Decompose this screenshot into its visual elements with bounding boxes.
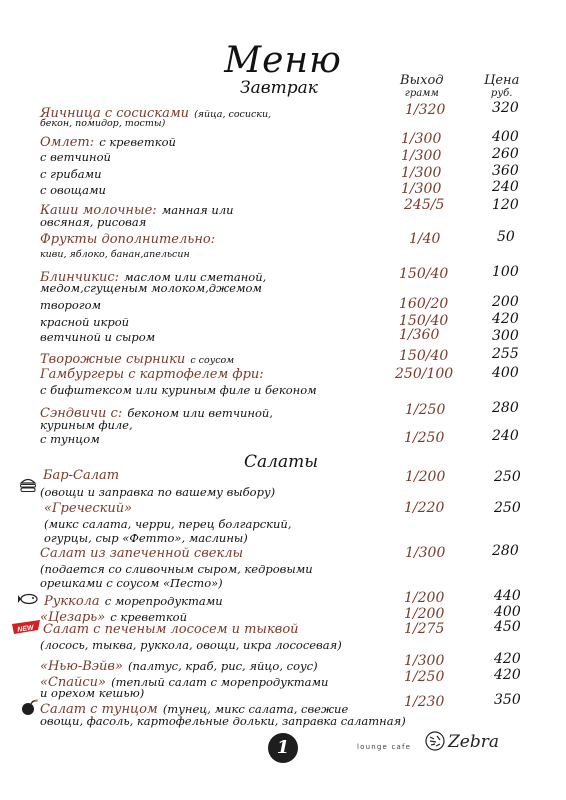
item-output: 1/40: [409, 231, 441, 247]
item-price: 280: [492, 400, 519, 416]
item-price: 250: [494, 500, 521, 516]
item-price: 200: [492, 294, 519, 310]
price-unit: руб.: [490, 88, 513, 99]
item-variant: с креветкой: [110, 610, 188, 624]
item-price: 300: [492, 328, 519, 344]
item-output: 1/275: [404, 621, 445, 637]
item-name: Яичница с сосисками: [40, 106, 189, 121]
brand-logo-text: Zebra: [448, 732, 500, 752]
item-output: 1/200: [405, 469, 446, 485]
item-name: Блинчикис:: [40, 270, 120, 285]
item-description: (яйца, сосиски,: [194, 109, 272, 120]
item-description: киви, яблоко, банан,апельсин: [40, 249, 190, 260]
item-output: 1/250: [404, 669, 445, 685]
item-output: 245/5: [404, 197, 445, 213]
burger-icon: [18, 475, 38, 495]
item-price: 255: [492, 346, 519, 362]
price-label: Цена: [484, 73, 520, 88]
item-output: 250/100: [395, 366, 454, 382]
item-name: Салат с тунцом: [40, 702, 158, 717]
item-output: 150/40: [399, 348, 449, 364]
item-name: Творожные сырники: [40, 352, 186, 367]
item-description: (лосось, тыква, руккола, овощи, икра лососевая): [40, 638, 342, 652]
item-variant: с ветчиной: [40, 150, 111, 164]
item-variant: с креветкой: [99, 135, 176, 149]
item-output: 1/300: [401, 148, 442, 164]
price-header: [484, 74, 519, 100]
item-price: 440: [494, 588, 521, 604]
item-price: 120: [492, 197, 519, 213]
item-price: 400: [492, 365, 519, 381]
item-price: 450: [494, 619, 521, 635]
item-price: 320: [492, 100, 519, 116]
item-price: 400: [494, 604, 521, 620]
item-name: «Цезарь»: [40, 610, 106, 625]
item-output: 1/320: [405, 102, 446, 118]
item-description: огурцы, сыр «Фетто», маслины): [44, 531, 248, 545]
item-price: 420: [494, 667, 521, 683]
item-description: орешками с соусом «Песто»): [40, 576, 223, 590]
item-output: 1/220: [404, 500, 445, 516]
fish-icon: [18, 592, 40, 606]
item-variant: овсяная, рисовая: [40, 215, 147, 229]
item-description: и орехом кешью): [40, 686, 145, 700]
item-description: (овощи и заправка по вашему выбору): [40, 485, 276, 499]
output-unit: грамм: [404, 88, 439, 99]
menu-item-omelet: [40, 131, 176, 150]
menu-item-salmon-pumpkin: Салат с печеным лососем и тыквой: [43, 622, 299, 637]
page-title: Меню: [224, 40, 342, 81]
item-output: 1/250: [404, 430, 445, 446]
item-variant: с тунцом: [40, 432, 100, 446]
item-description: бекон, помидор, тосты): [40, 118, 166, 129]
item-description: (теплый салат с морепродуктами: [111, 675, 329, 689]
item-price: 420: [494, 651, 521, 667]
item-output: 1/230: [404, 694, 445, 710]
breakfast-section-title: Завтрак: [240, 78, 318, 98]
item-variant: с бифштексом или куриным филе и беконом: [40, 383, 317, 397]
item-price: 240: [492, 179, 519, 195]
item-output: 1/300: [405, 545, 446, 561]
item-description: (подается со сливочным сыром, кедровыми: [40, 562, 313, 576]
menu-item-fruits: Фрукты дополнительно:: [40, 232, 216, 247]
item-name: «Спайси»: [40, 675, 107, 690]
item-price: 360: [492, 163, 519, 179]
item-variant: с овощами: [40, 183, 106, 197]
salads-section-title: Салаты: [244, 452, 319, 472]
menu-item-burgers: Гамбургеры с картофелем фри:: [40, 367, 264, 382]
item-price: 280: [492, 543, 519, 559]
item-output: 150/40: [399, 266, 449, 282]
item-variant: ветчиной и сыром: [40, 330, 156, 344]
item-output: 1/300: [401, 165, 442, 181]
menu-item-syrniki: [40, 348, 234, 367]
item-price: 400: [492, 129, 519, 145]
item-name: «Нью-Вэйв»: [40, 659, 123, 674]
item-description: овощи, фасоль, картофельные дольки, заправка салатная): [40, 714, 406, 728]
item-output: 1/360: [399, 327, 440, 343]
item-description: с соусом: [190, 355, 235, 366]
item-description: (микс салата, черри, перец болгарский,: [44, 517, 292, 531]
item-price: 420: [492, 311, 519, 327]
page-number: 1: [268, 733, 298, 763]
item-variant: медом,сгущеным молоком,джемом: [40, 281, 262, 295]
item-name: Руккола: [44, 594, 100, 609]
item-output: 1/250: [405, 402, 446, 418]
item-price: 260: [492, 146, 519, 162]
item-name: Сэндвичи с:: [40, 406, 123, 421]
item-variant: красной икрой: [40, 315, 130, 329]
item-description: (тунец, микс салата, свежие: [162, 702, 349, 716]
item-variant: творогом: [40, 298, 102, 312]
menu-item-beet-salad: Салат из запеченной свеклы: [40, 546, 244, 561]
item-output: 1/200: [404, 590, 445, 606]
item-variant: беконом или ветчиной,: [127, 406, 273, 420]
output-label: Выход: [400, 73, 444, 88]
lounge-cafe-label: lounge cafe: [357, 743, 412, 751]
zebra-logo-icon: [424, 730, 446, 752]
item-price: 350: [494, 692, 521, 708]
item-name: Каши молочные:: [40, 203, 157, 218]
item-variant: манная или: [161, 203, 234, 217]
item-price: 50: [497, 229, 515, 245]
item-output: 160/20: [399, 296, 449, 312]
item-output: 1/300: [401, 181, 442, 197]
bomb-icon: [20, 698, 38, 716]
item-output: 150/40: [399, 313, 449, 329]
item-price: 250: [494, 469, 521, 485]
item-variant: с морепродуктами: [104, 594, 223, 608]
item-variant: с грибами: [40, 167, 102, 181]
menu-item-bar-salad: Бар-Салат: [43, 468, 120, 483]
item-variant: куриным филе,: [40, 418, 133, 432]
item-name: Омлет:: [40, 135, 95, 150]
item-output: 1/200: [404, 606, 445, 622]
new-badge-label: NEW: [16, 624, 35, 634]
new-badge-icon: [12, 620, 40, 634]
item-price: 100: [492, 264, 519, 280]
item-output: 1/300: [401, 131, 442, 147]
menu-item-greek: «Греческий»: [44, 501, 133, 516]
item-variant: маслом или сметаной,: [124, 270, 267, 284]
item-description: (палтус, краб, рис, яйцо, соус): [128, 659, 318, 673]
output-header: [400, 74, 444, 100]
item-price: 240: [492, 428, 519, 444]
item-output: 1/300: [404, 653, 445, 669]
